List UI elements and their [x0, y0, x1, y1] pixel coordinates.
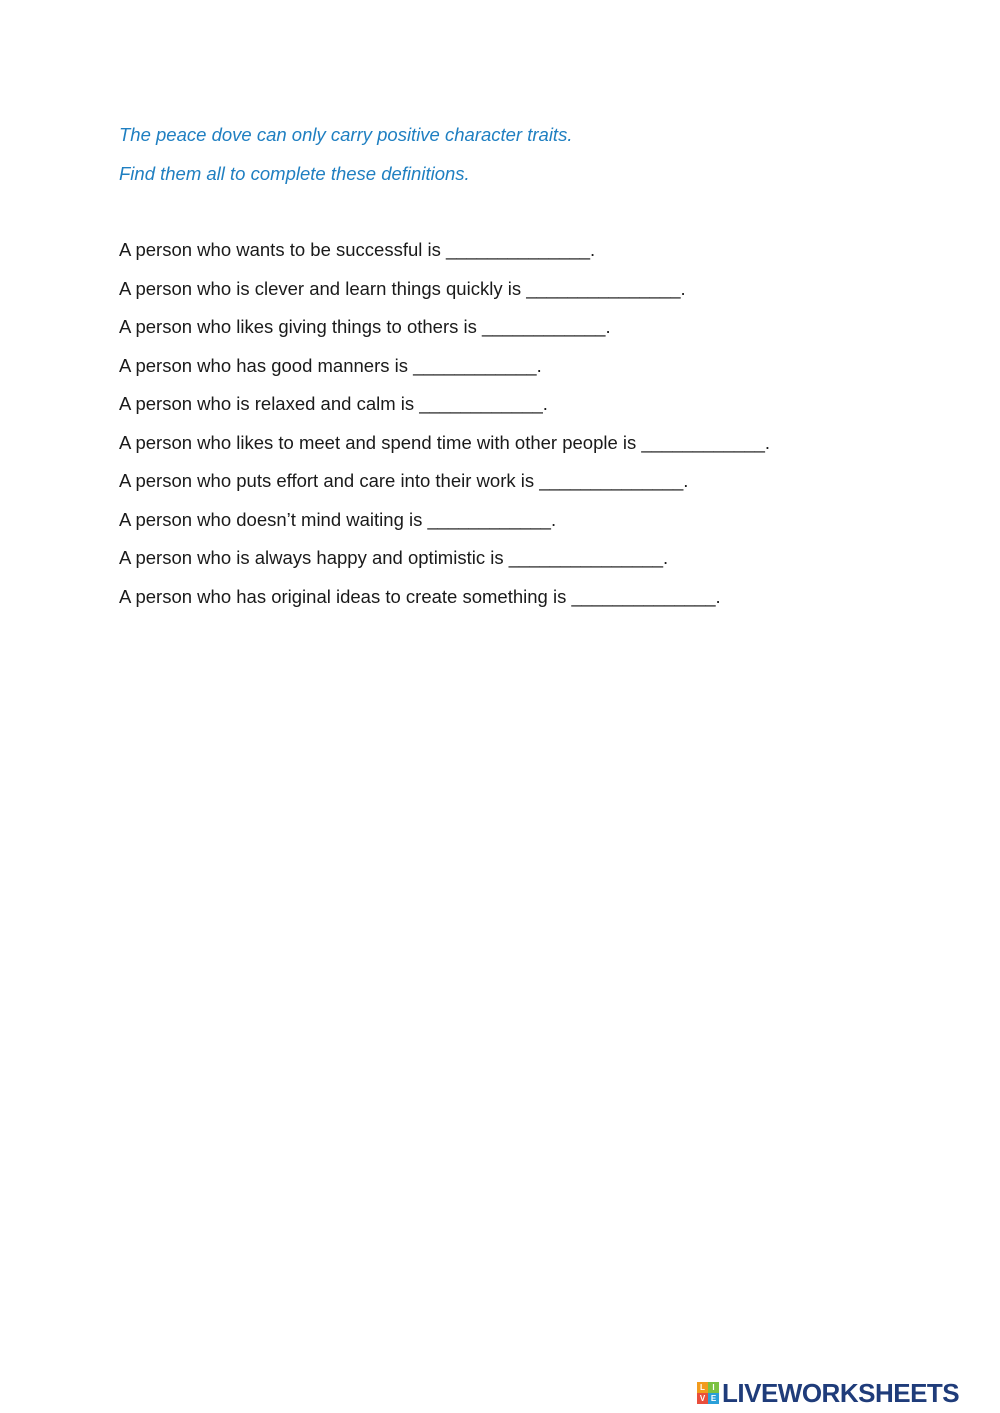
instruction-line: Find them all to complete these definitions.: [119, 162, 470, 184]
liveworksheets-logo: [697, 1378, 959, 1408]
definition-item: A person who likes giving things to others is ____________.: [119, 316, 611, 337]
definition-item: A person who has original ideas to create something is ______________.: [119, 585, 721, 607]
logo-text: LIVEWORKSHEETS: [722, 1377, 960, 1408]
definition-item: A person who doesn’t mind waiting is ____________.: [119, 508, 557, 530]
logo-mark-tile: E: [708, 1393, 719, 1404]
logo-mark-tile: V: [697, 1393, 708, 1404]
definition-item: A person who has good manners is ____________.: [119, 354, 542, 376]
definition-item: A person who likes to meet and spend time with other people is ____________.: [119, 431, 771, 453]
definition-item: A person who is relaxed and calm is ____________.: [119, 393, 548, 414]
definition-item: A person who is always happy and optimistic is _______________.: [119, 547, 669, 568]
definition-item: A person who is clever and learn things quickly is _______________.: [119, 277, 686, 299]
logo-mark-tile: I: [708, 1382, 719, 1393]
definition-item: A person who wants to be successful is ______________.: [119, 239, 596, 260]
instruction-line: The peace dove can only carry positive character traits.: [119, 124, 573, 145]
instructions-block: [119, 116, 572, 193]
definition-item: A person who puts effort and care into their work is ______________.: [119, 470, 689, 491]
logo-mark-icon: [697, 1382, 719, 1404]
logo-mark-tile: L: [697, 1382, 708, 1393]
definitions-list: [119, 231, 770, 616]
